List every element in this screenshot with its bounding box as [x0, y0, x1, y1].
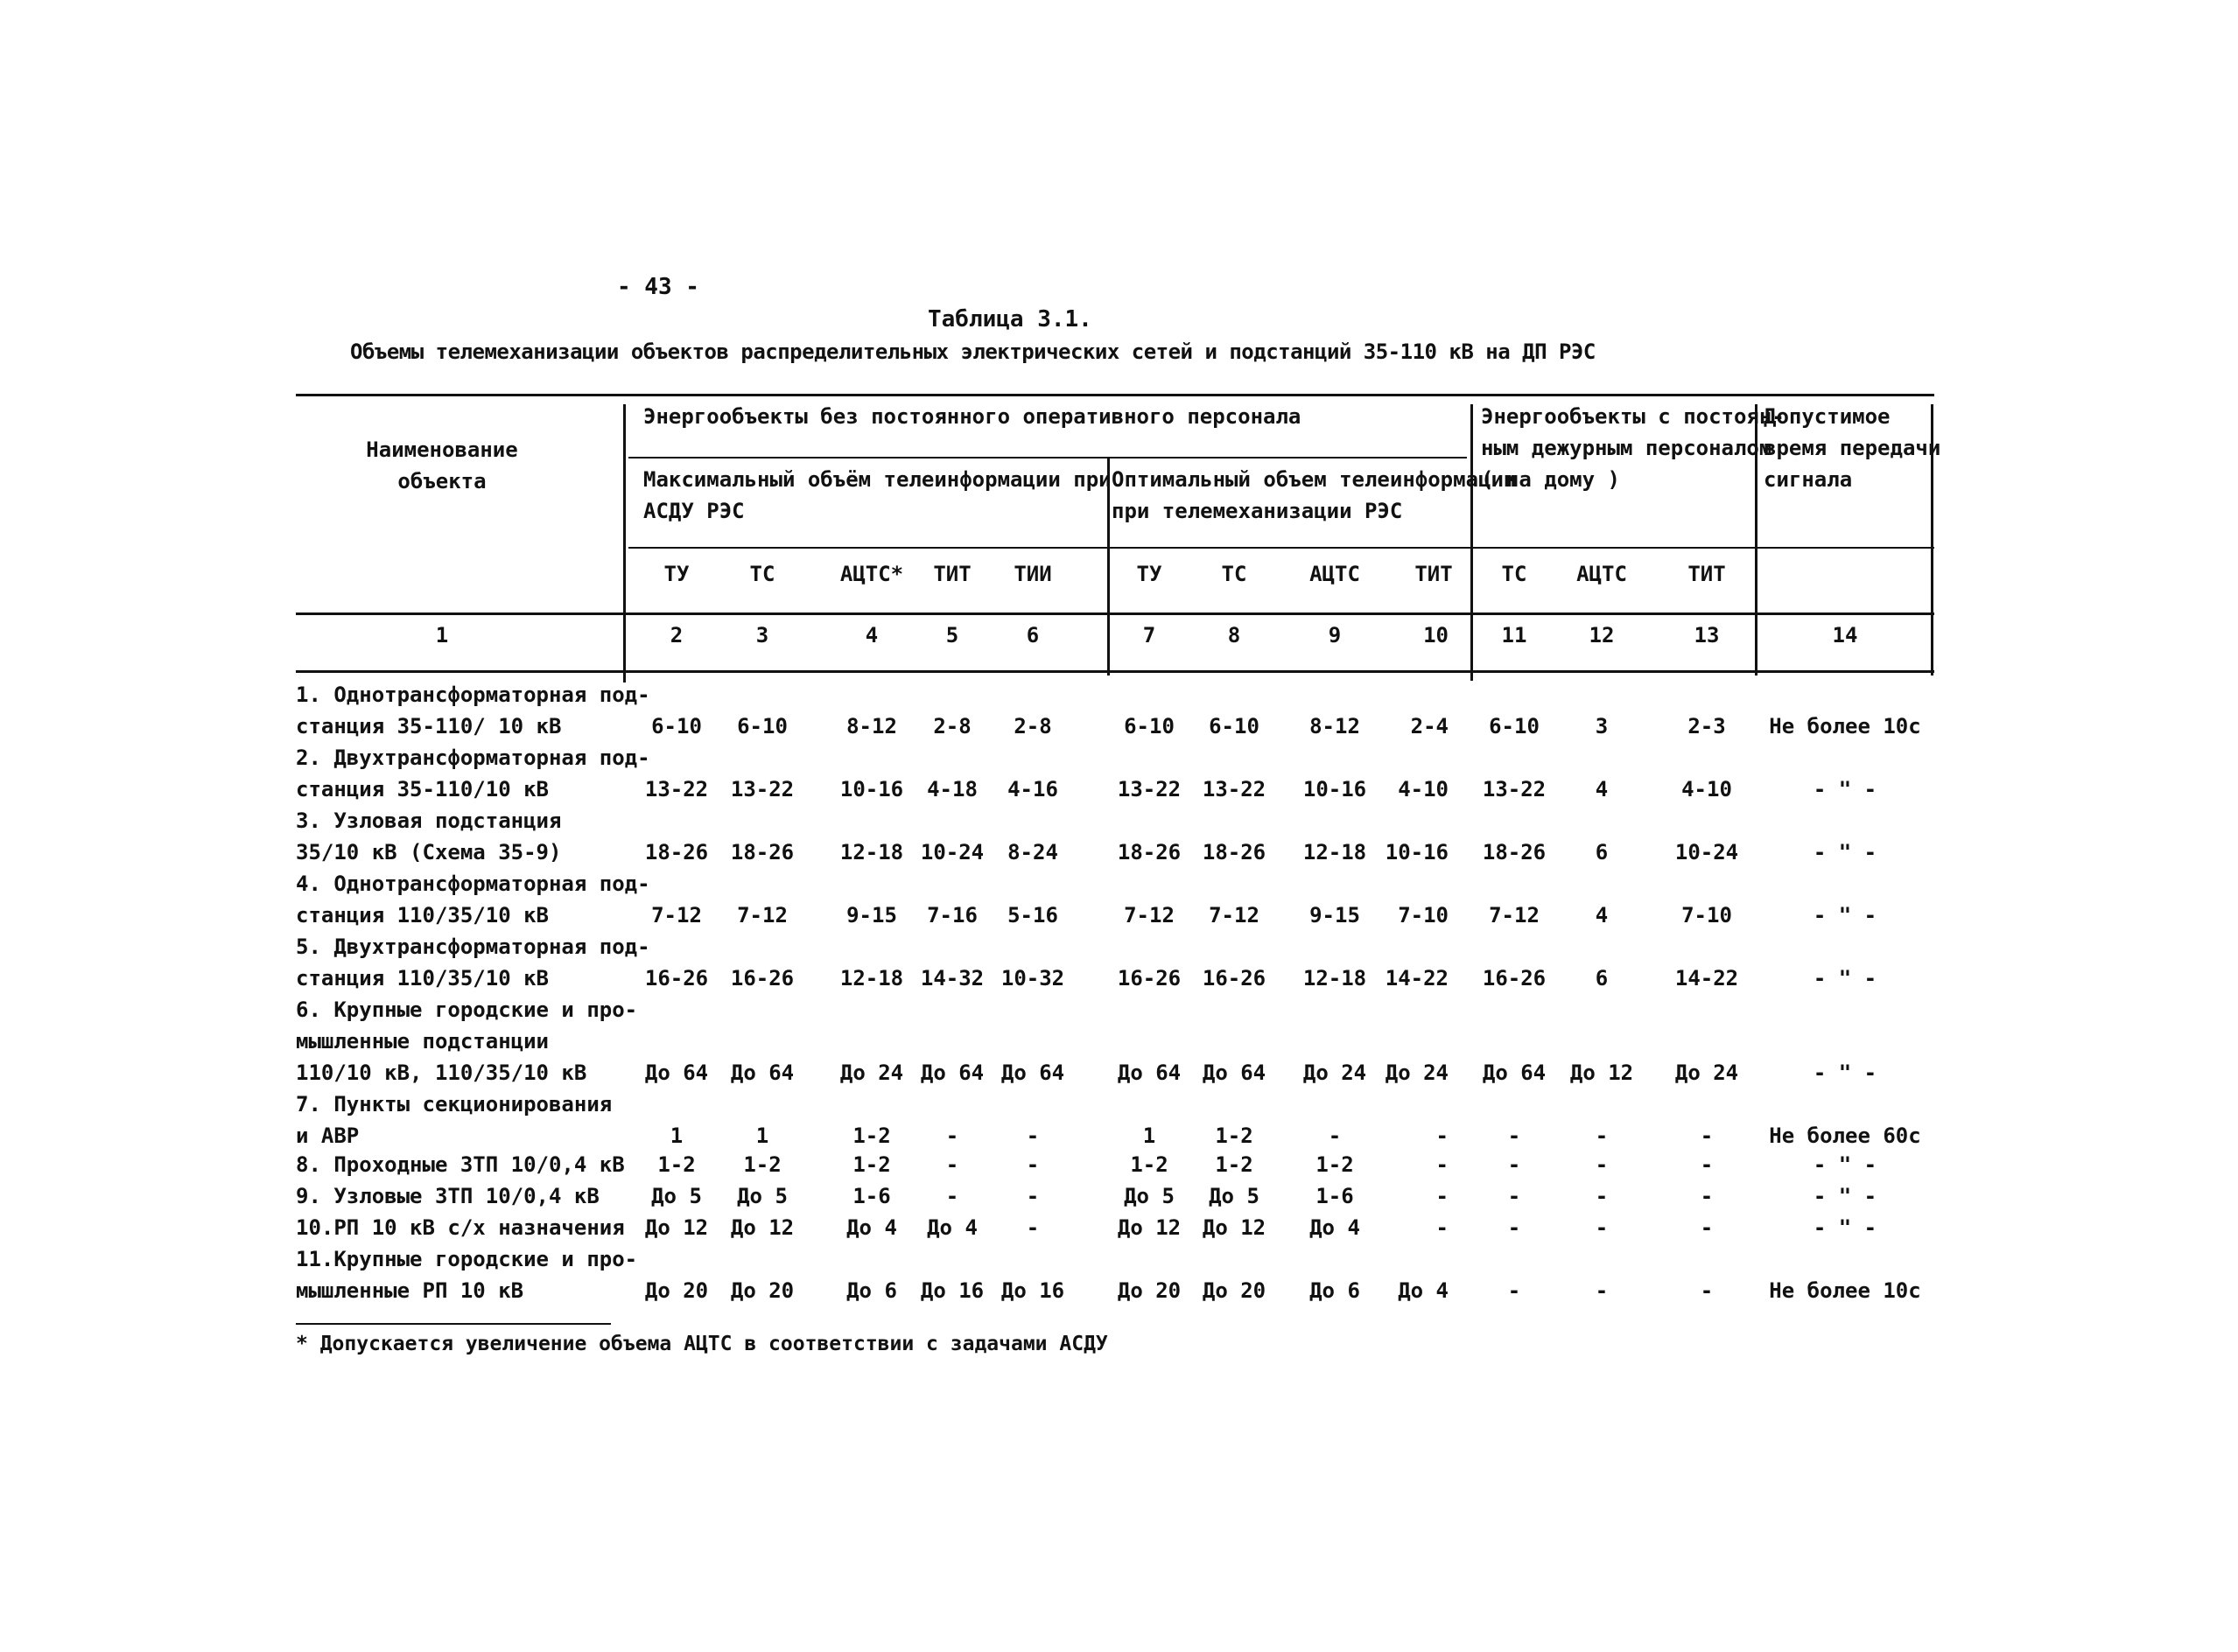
cell-value: 6-10 — [1124, 714, 1175, 738]
row-name: 3. Узловая подстанция — [296, 808, 562, 833]
cell-value: 10-32 — [1000, 966, 1065, 990]
row-name: 10.РП 10 кВ с/х назначения — [296, 1215, 625, 1240]
cell-value: До 20 — [1202, 1278, 1266, 1303]
cell-value: До 24 — [1385, 1060, 1449, 1085]
column-group-with-staff: ным дежурным персоналом — [1481, 436, 1772, 460]
cell-value: 6-10 — [1489, 714, 1540, 738]
row-name: 1. Однотрансформаторная под- — [296, 682, 650, 707]
cell-value: 10-16 — [1302, 777, 1367, 802]
cell-value: - — [1435, 1124, 1449, 1148]
cell-value: - " - — [1813, 903, 1877, 928]
cell-value: 6-10 — [737, 714, 788, 738]
column-group-signal-time: время передачи — [1764, 436, 1941, 460]
cell-value: 6 — [1595, 840, 1609, 864]
cell-value: 12-18 — [1302, 840, 1367, 864]
cell-value: 13-22 — [1202, 777, 1266, 802]
cell-value: - " - — [1813, 1184, 1877, 1208]
cell-value: До 4 — [927, 1215, 978, 1240]
cell-value: - — [945, 1152, 959, 1177]
cell-value: - " - — [1813, 1152, 1877, 1177]
cell-value: До 64 — [730, 1060, 795, 1085]
cell-value: 1-6 — [1315, 1184, 1354, 1208]
cell-value: - — [1435, 1215, 1449, 1240]
cell-value: 18-26 — [1482, 840, 1547, 864]
cell-value: До 64 — [1117, 1060, 1182, 1085]
cell-value: 7-16 — [927, 903, 978, 928]
cell-value: 4-10 — [1681, 777, 1732, 802]
cell-value: - — [1026, 1124, 1040, 1148]
column-number: 14 — [1832, 623, 1858, 648]
column-number: 6 — [1026, 623, 1040, 648]
cell-value: 1-2 — [1315, 1152, 1354, 1177]
cell-value: До 5 — [1124, 1184, 1175, 1208]
page-number: - 43 - — [617, 274, 699, 300]
cell-value: - " - — [1813, 840, 1877, 864]
row-name: станция 110/35/10 кВ — [296, 903, 549, 928]
cell-value: 1-2 — [1215, 1124, 1253, 1148]
cell-value: 1-2 — [1130, 1152, 1168, 1177]
column-number: 2 — [670, 623, 684, 648]
cell-value: 16-26 — [1482, 966, 1547, 990]
cell-value: - " - — [1813, 1215, 1877, 1240]
cell-value: - — [1435, 1184, 1449, 1208]
cell-value: 18-26 — [730, 840, 795, 864]
row-name: станция 110/35/10 кВ — [296, 966, 549, 990]
cell-value: До 4 — [1309, 1215, 1360, 1240]
column-header-sub: ТУ — [1136, 562, 1162, 586]
cell-value: 6-10 — [1209, 714, 1259, 738]
row-name: 7. Пункты секционирования — [296, 1092, 613, 1116]
cell-value: - — [945, 1184, 959, 1208]
row-name: 2. Двухтрансформаторная под- — [296, 746, 650, 770]
cell-value: 2-4 — [1410, 714, 1449, 738]
cell-value: 2-8 — [1014, 714, 1052, 738]
column-group-max-volume: АСДУ РЭС — [643, 499, 745, 523]
cell-value: 18-26 — [644, 840, 709, 864]
row-name: мышленные РП 10 кВ — [296, 1278, 524, 1303]
row-name: 11.Крупные городские и про- — [296, 1247, 638, 1271]
row-name: 4. Однотрансформаторная под- — [296, 872, 650, 896]
cell-value: До 24 — [839, 1060, 904, 1085]
cell-value: - — [1328, 1124, 1342, 1148]
cell-value: 12-18 — [839, 966, 904, 990]
cell-value: 7-12 — [651, 903, 702, 928]
table-top-rule — [296, 394, 1934, 396]
row-name: 6. Крупные городские и про- — [296, 998, 638, 1022]
column-header-sub: ТС — [749, 562, 775, 586]
cell-value: До 5 — [737, 1184, 788, 1208]
column-header-sub: АЦТС* — [839, 562, 904, 586]
cell-value: 1-6 — [852, 1184, 891, 1208]
cell-value: 10-16 — [839, 777, 904, 802]
row-name: 9. Узловые ЗТП 10/0,4 кВ — [296, 1184, 600, 1208]
cell-value: 13-22 — [1117, 777, 1182, 802]
cell-value: - — [1026, 1215, 1040, 1240]
cell-value: Не более 60с — [1769, 1124, 1921, 1148]
cell-value: 13-22 — [1482, 777, 1547, 802]
cell-value: 10-24 — [920, 840, 985, 864]
column-header-sub: ТС — [1501, 562, 1527, 586]
column-number: 9 — [1328, 623, 1342, 648]
header-rule — [296, 612, 1934, 615]
column-group-signal-time: Допустимое — [1764, 404, 1891, 429]
column-header-sub: АЦТС — [1576, 562, 1627, 586]
cell-value: 8-12 — [846, 714, 897, 738]
column-number: 12 — [1589, 623, 1615, 648]
cell-value: До 64 — [1482, 1060, 1547, 1085]
cell-value: До 12 — [730, 1215, 795, 1240]
cell-value: 4-10 — [1398, 777, 1449, 802]
column-group-no-staff: Энергообъекты без постоянного оперативного персонала — [643, 404, 1301, 429]
cell-value: 16-26 — [730, 966, 795, 990]
cell-value: 9-15 — [1309, 903, 1360, 928]
cell-value: 7-12 — [1209, 903, 1259, 928]
table-caption: Объемы телемеханизации объектов распределительных электрических сетей и подстанций 35-110 кВ на ДП РЭС — [350, 340, 1596, 364]
column-header-sub: ТИТ — [1687, 562, 1726, 586]
numbers-rule — [296, 670, 1934, 673]
column-header-sub: АЦТС — [1309, 562, 1360, 586]
cell-value: - — [1595, 1215, 1609, 1240]
column-header-sub: ТИИ — [1014, 562, 1052, 586]
cell-value: - — [1507, 1278, 1521, 1303]
cell-value: До 16 — [920, 1278, 985, 1303]
cell-value: До 24 — [1302, 1060, 1367, 1085]
cell-value: - — [1595, 1278, 1609, 1303]
cell-value: 2-3 — [1687, 714, 1726, 738]
column-group-opt-volume: при телемеханизации РЭС — [1112, 499, 1403, 523]
cell-value: До 16 — [1000, 1278, 1065, 1303]
footnote-rule — [296, 1323, 611, 1325]
column-number: 7 — [1142, 623, 1156, 648]
cell-value: 13-22 — [644, 777, 709, 802]
cell-value: - — [1507, 1184, 1521, 1208]
cell-value: 14-32 — [920, 966, 985, 990]
row-name: 35/10 кВ (Схема 35-9) — [296, 840, 562, 864]
cell-value: Не более 10с — [1769, 1278, 1921, 1303]
column-header-sub: ТИТ — [933, 562, 972, 586]
cell-value: - — [1507, 1152, 1521, 1177]
cell-value: 14-22 — [1674, 966, 1739, 990]
cell-value: 7-10 — [1398, 903, 1449, 928]
cell-value: 4 — [1595, 903, 1609, 928]
row-name: станция 35-110/10 кВ — [296, 777, 549, 802]
footnote: * Допускается увеличение объема АЦТС в соответствии с задачами АСДУ — [296, 1333, 1108, 1355]
cell-value: 8-24 — [1007, 840, 1058, 864]
column-group-opt-volume: Оптимальный объем телеинформации — [1112, 467, 1517, 492]
cell-value: До 4 — [1398, 1278, 1449, 1303]
cell-value: - — [1026, 1152, 1040, 1177]
cell-value: - — [1700, 1215, 1714, 1240]
cell-value: - — [1700, 1152, 1714, 1177]
cell-value: - — [1507, 1124, 1521, 1148]
cell-value: 1 — [670, 1124, 684, 1148]
cell-value: 1-2 — [657, 1152, 696, 1177]
cell-value: До 6 — [1309, 1278, 1360, 1303]
cell-value: 10-24 — [1674, 840, 1739, 864]
cell-value: 9-15 — [846, 903, 897, 928]
cell-value: - — [1700, 1124, 1714, 1148]
column-header-sub: ТС — [1221, 562, 1247, 586]
cell-value: 4-16 — [1007, 777, 1058, 802]
cell-value: - — [1026, 1184, 1040, 1208]
column-group-with-staff: ( на дому ) — [1481, 467, 1620, 492]
cell-value: 7-12 — [1489, 903, 1540, 928]
cell-value: 6 — [1595, 966, 1609, 990]
cell-value: До 12 — [1117, 1215, 1182, 1240]
cell-value: 14-22 — [1385, 966, 1449, 990]
column-header-object: Наименование — [366, 438, 518, 462]
cell-value: 2-8 — [933, 714, 972, 738]
group1-rule — [628, 457, 1467, 458]
cell-value: 4 — [1595, 777, 1609, 802]
cell-value: До 20 — [730, 1278, 795, 1303]
cell-value: - — [1595, 1152, 1609, 1177]
cell-value: 18-26 — [1202, 840, 1266, 864]
column-divider — [1470, 612, 1473, 681]
cell-value: - — [1435, 1152, 1449, 1177]
cell-value: - — [945, 1124, 959, 1148]
cell-value: До 64 — [1000, 1060, 1065, 1085]
cell-value: До 12 — [644, 1215, 709, 1240]
column-header-sub: ТИТ — [1414, 562, 1453, 586]
cell-value: - " - — [1813, 777, 1877, 802]
cell-value: 3 — [1595, 714, 1609, 738]
cell-value: - " - — [1813, 966, 1877, 990]
column-header-sub: ТУ — [663, 562, 690, 586]
row-name: 8. Проходные ЗТП 10/0,4 кВ — [296, 1152, 625, 1177]
column-number: 5 — [945, 623, 959, 648]
cell-value: 8-12 — [1309, 714, 1360, 738]
cell-value: - — [1700, 1278, 1714, 1303]
cell-value: До 64 — [644, 1060, 709, 1085]
cell-value: До 6 — [846, 1278, 897, 1303]
row-name: мышленные подстанции — [296, 1029, 549, 1054]
column-group-max-volume: Максимальный объём телеинформации при — [643, 467, 1112, 492]
column-divider — [623, 612, 626, 681]
row-name: станция 35-110/ 10 кВ — [296, 714, 562, 738]
cell-value: 1-2 — [743, 1152, 782, 1177]
cell-value: 16-26 — [1117, 966, 1182, 990]
cell-value: 1 — [755, 1124, 769, 1148]
cell-value: До 20 — [1117, 1278, 1182, 1303]
cell-value: 6-10 — [651, 714, 702, 738]
cell-value: - — [1595, 1184, 1609, 1208]
column-number: 13 — [1694, 623, 1720, 648]
cell-value: Не более 10с — [1769, 714, 1921, 738]
cell-value: До 12 — [1569, 1060, 1634, 1085]
cell-value: 1 — [1142, 1124, 1156, 1148]
row-name: и АВР — [296, 1124, 360, 1148]
column-header-object: объекта — [397, 469, 487, 494]
column-number: 10 — [1423, 623, 1449, 648]
subcol-rule — [628, 547, 1934, 549]
column-group-signal-time: сигнала — [1764, 467, 1853, 492]
column-number: 8 — [1227, 623, 1241, 648]
cell-value: 7-10 — [1681, 903, 1732, 928]
cell-value: 7-12 — [1124, 903, 1175, 928]
cell-value: 1-2 — [852, 1152, 891, 1177]
cell-value: До 24 — [1674, 1060, 1739, 1085]
cell-value: До 4 — [846, 1215, 897, 1240]
row-name: 110/10 кВ, 110/35/10 кВ — [296, 1060, 587, 1085]
column-number: 4 — [865, 623, 879, 648]
cell-value: 7-12 — [737, 903, 788, 928]
column-number: 11 — [1501, 623, 1527, 648]
column-number: 3 — [755, 623, 769, 648]
row-name: 5. Двухтрансформаторная под- — [296, 934, 650, 959]
cell-value: 16-26 — [1202, 966, 1266, 990]
column-number: 1 — [435, 623, 449, 648]
cell-value: 4-18 — [927, 777, 978, 802]
cell-value: До 64 — [920, 1060, 985, 1085]
cell-value: 1-2 — [1215, 1152, 1253, 1177]
cell-value: - — [1700, 1184, 1714, 1208]
cell-value: 1-2 — [852, 1124, 891, 1148]
cell-value: 10-16 — [1385, 840, 1449, 864]
cell-value: До 12 — [1202, 1215, 1266, 1240]
cell-value: - " - — [1813, 1060, 1877, 1085]
cell-value: 16-26 — [644, 966, 709, 990]
cell-value: 12-18 — [839, 840, 904, 864]
cell-value: До 20 — [644, 1278, 709, 1303]
cell-value: До 64 — [1202, 1060, 1266, 1085]
cell-value: 12-18 — [1302, 966, 1367, 990]
column-group-with-staff: Энергообъекты с постоян- — [1481, 404, 1785, 429]
cell-value: До 5 — [1209, 1184, 1259, 1208]
cell-value: - — [1507, 1215, 1521, 1240]
cell-value: 13-22 — [730, 777, 795, 802]
cell-value: До 5 — [651, 1184, 702, 1208]
cell-value: 18-26 — [1117, 840, 1182, 864]
cell-value: - — [1595, 1124, 1609, 1148]
cell-value: 5-16 — [1007, 903, 1058, 928]
table-title: Таблица 3.1. — [928, 306, 1092, 332]
